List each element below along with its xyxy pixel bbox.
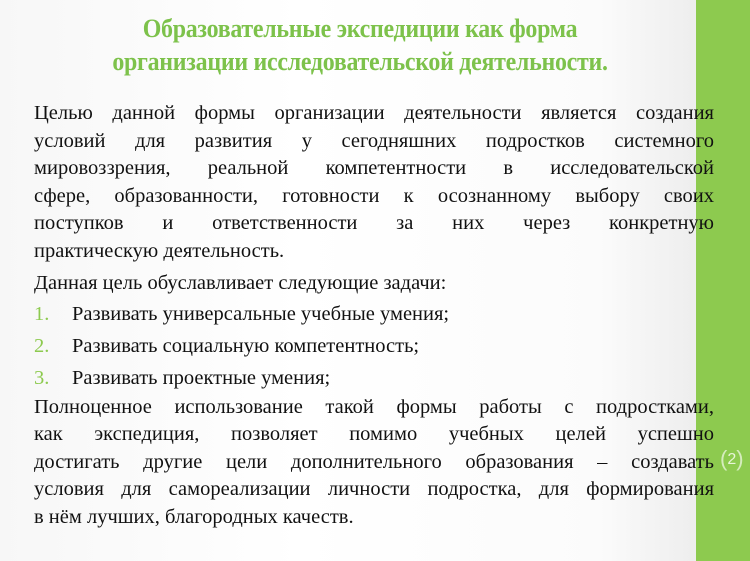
text-line: как экспедиция, позволяет помимо учебных целей успешно bbox=[34, 423, 714, 445]
slide-body bbox=[34, 100, 714, 531]
text-line: условий для развития у сегодняшних подростков системного bbox=[34, 129, 714, 152]
text-line: Целью данной формы организации деятельности является создания bbox=[34, 102, 714, 124]
list-item bbox=[34, 298, 714, 330]
tasks-list bbox=[34, 298, 714, 394]
title-line: организации исследовательской деятельности. bbox=[112, 47, 608, 76]
text-line: достигать другие цели дополнительного образования – создавать bbox=[34, 450, 714, 473]
text-line: Полноценное использование такой формы работы с подростками, bbox=[34, 395, 714, 418]
list-text: Развивать универсальные учебные умения; bbox=[72, 302, 450, 325]
list-text: Развивать социальную компетентность; bbox=[72, 334, 420, 357]
list-item bbox=[34, 330, 714, 362]
text-line: сфере, образованности, готовности к осознанному выбору своих bbox=[34, 184, 714, 207]
text-line: практическую деятельность. bbox=[34, 239, 285, 262]
page-number: (2) bbox=[720, 446, 744, 471]
title-line: Образовательные экспедиции как форма bbox=[142, 14, 578, 43]
text-line: поступков и ответственности за них через конкретную bbox=[34, 212, 714, 234]
list-number: 3. bbox=[34, 366, 50, 389]
list-number: 2. bbox=[34, 334, 50, 357]
text-line: в нём лучших, благородных качеств. bbox=[34, 505, 354, 528]
list-text: Развивать проектные умения; bbox=[72, 366, 331, 389]
tasks-intro: Данная цель обуславливает следующие задачи: bbox=[34, 272, 447, 294]
text-line: условия для самореализации личности подростка, для формирования bbox=[34, 478, 714, 500]
page-number-value: 2 bbox=[727, 451, 737, 468]
text-line: мировоззрения, реальной компетентности в исследовательской bbox=[34, 157, 714, 179]
list-number: 1. bbox=[34, 302, 50, 325]
list-item bbox=[34, 362, 714, 394]
slide-title bbox=[56, 12, 663, 78]
paragraph-benefits bbox=[34, 394, 714, 532]
paragraph-goal bbox=[34, 100, 714, 265]
